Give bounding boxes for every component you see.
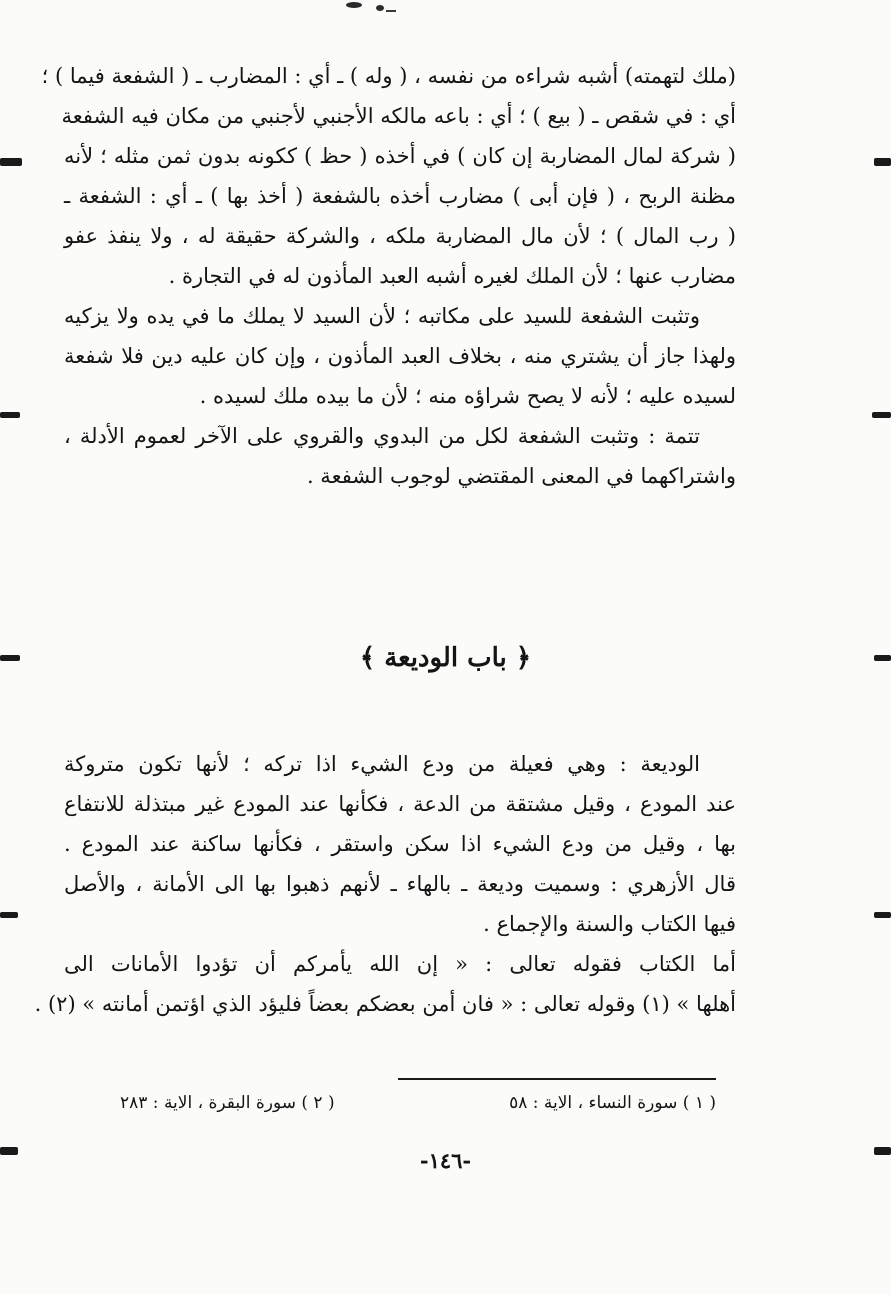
footnotes <box>120 1088 716 1118</box>
page-number: -١٤٦- <box>419 1148 472 1173</box>
text-line: أي : في شقص ـ ( بيع ) ؛ أي : باعه مالكه الأجنبي لأجنبي من مكان فيه الشفعة <box>61 104 736 128</box>
text-line: ولهذا جاز أن يشتري منه ، بخلاف العبد المأذون ، وإن كان عليه دين فلا شفعة <box>64 344 736 368</box>
wadia-chapter-text <box>34 744 736 1024</box>
margin-ink-mark <box>0 158 22 166</box>
text-line: الوديعة : وهي فعيلة من ودع الشيء اذا تركه ؛ لأنها تكون متروكة <box>64 752 700 776</box>
text-line: مضارب عنها ؛ لأن الملك لغيره أشبه العبد المأذون له في التجارة . <box>168 264 736 288</box>
footnote-1: ( ١ ) سورة النساء ، الاية : ٥٨ <box>509 1093 716 1113</box>
footnote-divider <box>398 1078 716 1080</box>
chapter-title: ﴿ باب الوديعة ﴾ <box>359 643 532 673</box>
text-line: عند المودع ، وقيل مشتقة من الدعة ، فكأنها عند المودع غير مبتذلة للانتفاع <box>64 792 736 816</box>
text-line: (ملك لتهمته) أشبه شراءه من نفسه ، ( وله ) ـ أي : المضارب ـ ( الشفعة فيما ) ؛ <box>41 64 736 88</box>
text-line: واشتراكهما في المعنى المقتضي لوجوب الشفعة . <box>306 464 736 488</box>
text-line: أهلها » (١) وقوله تعالى : « فان أمن بعضكم بعضاً فليؤد الذي اؤتمن أمانته » (٢) . <box>34 992 736 1016</box>
margin-ink-mark <box>874 912 891 918</box>
text-line: بها ، وقيل من ودع الشيء اذا سكن واستقر ، فكأنها ساكنة عند المودع . <box>64 832 736 856</box>
text-line: مظنة الربح ، ( فإن أبى ) مضارب أخذه بالشفعة ( أخذ بها ) ـ أي : الشفعة ـ <box>64 184 736 208</box>
margin-ink-mark <box>0 912 18 918</box>
text-line: أما الكتاب فقوله تعالى : « إن الله يأمركم أن تؤدوا الأمانات الى <box>64 952 736 976</box>
text-line: تتمة : وتثبت الشفعة لكل من البدوي والقروي على الآخر لعموم الأدلة ، <box>64 424 700 448</box>
footnote-2: ( ٢ ) سورة البقرة ، الاية : ٢٨٣ <box>120 1093 335 1113</box>
text-line: وتثبت الشفعة للسيد على مكاتبه ؛ لأن السيد لا يملك ما في يده ولا يزكيه <box>64 304 700 328</box>
text-line: قال الأزهري : وسميت وديعة ـ بالهاء ـ لأنهم ذهبوا بها الى الأمانة ، والأصل <box>64 872 736 896</box>
scan-smudge <box>340 0 400 14</box>
margin-ink-mark <box>874 158 891 166</box>
text-line: ( رب المال ) ؛ لأن مال المضاربة ملكه ، والشركة حقيقة له ، ولا ينفذ عفو <box>64 224 736 248</box>
margin-ink-mark <box>0 412 20 418</box>
text-line: لسيده عليه ؛ لأنه لا يصح شراؤه منه ؛ لأن ما بيده ملك لسيده . <box>199 384 736 408</box>
text-line: ( شركة لمال المضاربة إن كان ) في أخذه ( حظ ) ككونه بدون ثمن مثله ؛ لأنه <box>64 144 736 168</box>
text-line: فيها الكتاب والسنة والإجماع . <box>483 912 736 936</box>
shufa-continuation-text <box>41 56 736 496</box>
margin-ink-mark <box>872 412 891 418</box>
